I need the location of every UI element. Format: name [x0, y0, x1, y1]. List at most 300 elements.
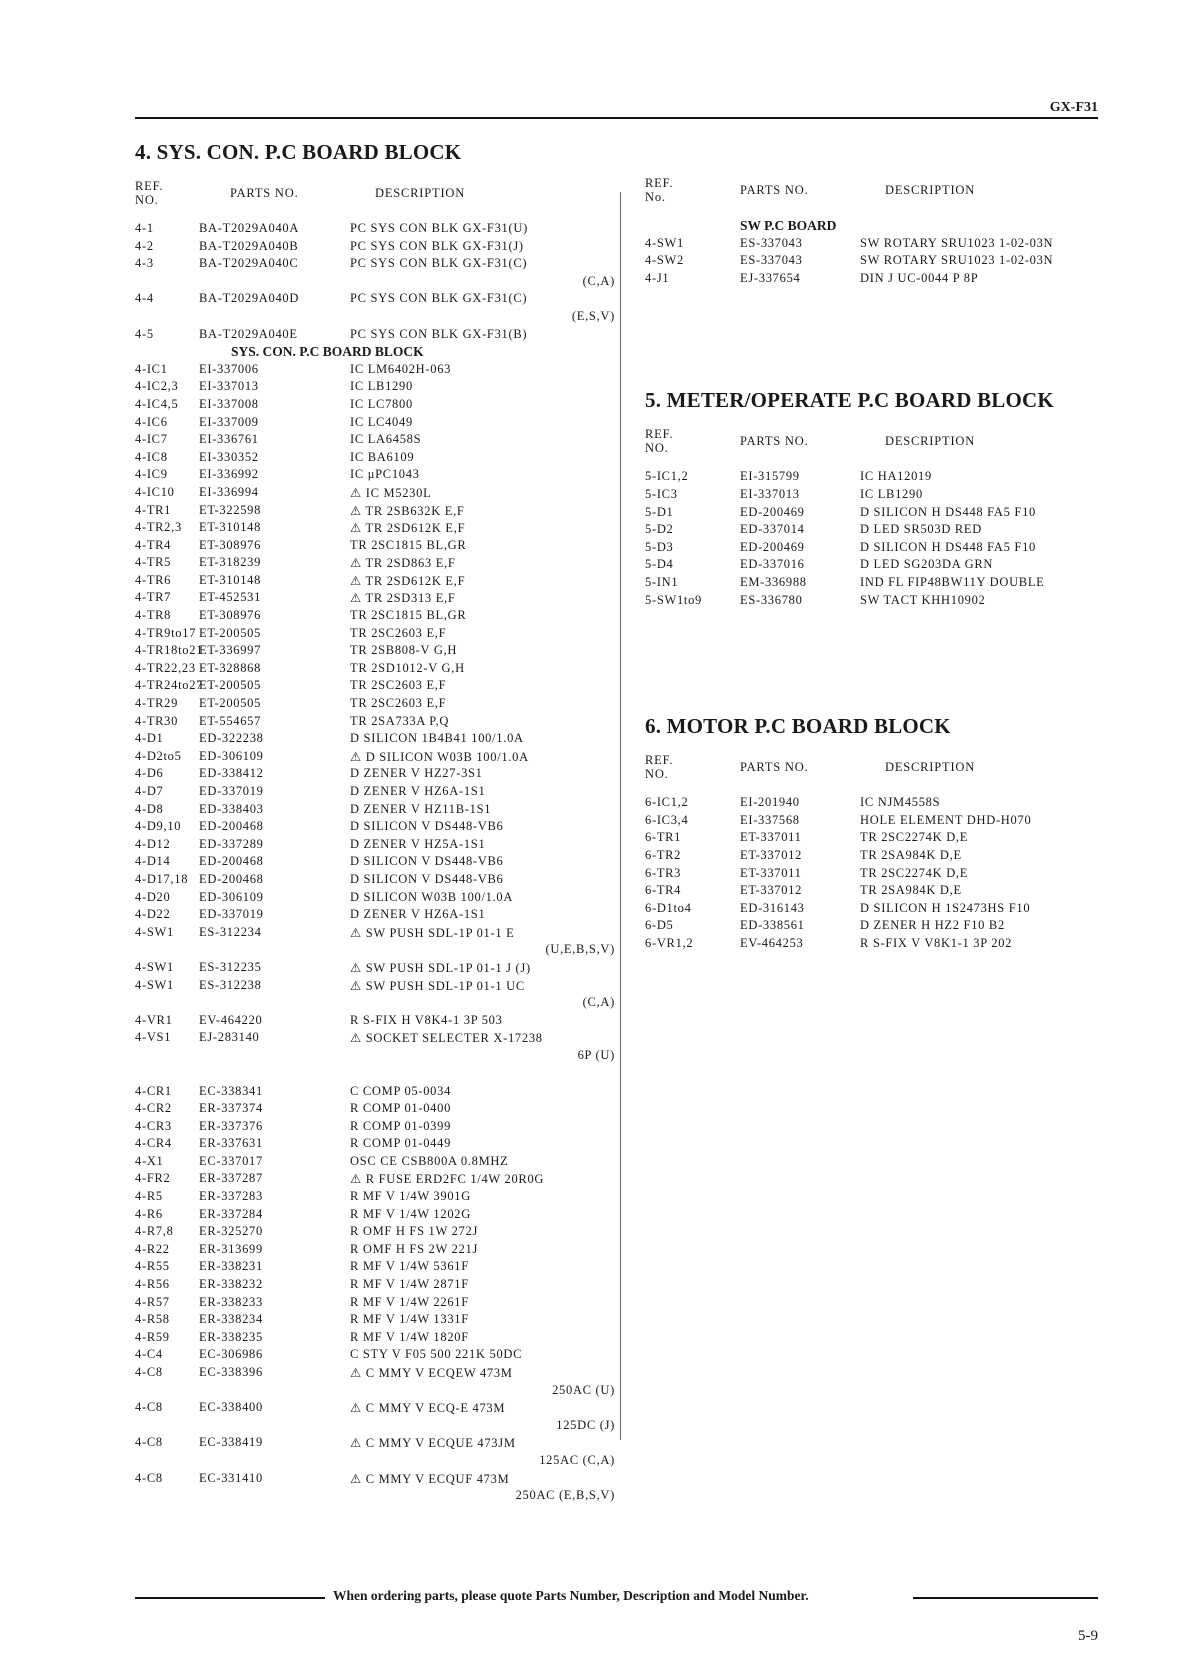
description: D ZENER V HZ6A-1S1 — [350, 784, 486, 798]
part-number: EI-336761 — [199, 432, 259, 447]
ref-no: 4-TR5 — [135, 555, 172, 570]
ref-no: 4-R56 — [135, 1277, 170, 1292]
description: C STY V F05 500 221K 50DC — [350, 1347, 523, 1362]
part-number: ER-338234 — [199, 1312, 263, 1327]
table-row — [645, 540, 1105, 558]
ref-no: 4-TR30 — [135, 713, 179, 728]
part-number: ED-338561 — [740, 918, 805, 933]
description-continuation: 250AC (U) — [552, 1382, 615, 1397]
description: ⚠ TR 2SB632K E,F — [350, 503, 465, 518]
part-number: ET-200505 — [199, 696, 262, 711]
part-number: ER-337374 — [199, 1101, 263, 1116]
table-row — [645, 236, 1105, 254]
part-number: ED-337019 — [199, 784, 264, 798]
table-row — [135, 327, 615, 345]
right-column — [645, 140, 1105, 953]
description: R MF V 1/4W 1202G — [350, 1206, 471, 1221]
table-row — [135, 1347, 615, 1365]
table-row — [645, 575, 1105, 593]
ref-no: 4-TR18to21 — [135, 643, 204, 658]
description: ⚠ TR 2SD313 E,F — [350, 591, 456, 606]
ref-no: 4-IC4,5 — [135, 396, 179, 411]
header-description: DESCRIPTION — [885, 434, 976, 449]
section-5-rows — [645, 469, 1105, 610]
part-number: ET-337012 — [740, 847, 803, 862]
description: D SILICON V DS448-VB6 — [350, 871, 504, 886]
part-number: EC-338419 — [199, 1435, 263, 1450]
ref-no: 4-D1 — [135, 731, 164, 746]
table-row — [135, 1312, 615, 1330]
description: IC LB1290 — [860, 486, 923, 501]
ref-no: 4-R22 — [135, 1241, 170, 1256]
description: TR 2SC2603 E,F — [350, 696, 447, 711]
description-continuation: (C,A) — [582, 273, 615, 288]
table-row — [645, 271, 1105, 289]
description: IC LC7800 — [350, 396, 413, 411]
ref-no: 4-TR2,3 — [135, 520, 182, 535]
description: R OMF H FS 2W 221J — [350, 1241, 479, 1256]
part-number: EI-337013 — [740, 486, 800, 501]
sys-con-subtitle: SYS. CON. P.C BOARD BLOCK — [231, 344, 424, 360]
part-number: ET-337011 — [740, 865, 802, 880]
ref-no: 4-TR1 — [135, 502, 172, 517]
table-row — [645, 505, 1105, 523]
part-number: ET-200505 — [199, 625, 262, 640]
description: ⚠ D SILICON W03B 100/1.0A — [350, 749, 529, 764]
part-number: ET-452531 — [199, 590, 262, 605]
header-description: DESCRIPTION — [885, 760, 976, 775]
ref-no: 4-4 — [135, 291, 154, 306]
part-number: ET-554657 — [199, 713, 262, 728]
ref-no: 4-IC1 — [135, 361, 168, 376]
description: ⚠ SW PUSH SDL-1P 01-1 J (J) — [350, 960, 531, 975]
description: ⚠ C MMY V ECQ-E 473M — [350, 1401, 506, 1416]
ref-no: 4-CR2 — [135, 1101, 172, 1116]
table-row — [135, 890, 615, 908]
part-number: ET-310148 — [199, 572, 262, 587]
description: R MF V 1/4W 1820F — [350, 1329, 469, 1344]
description: ⚠ C MMY V ECQUF 473M — [350, 1471, 510, 1486]
ref-no: 4-SW2 — [645, 253, 684, 268]
ref-no: 4-R5 — [135, 1189, 163, 1204]
part-number: EC-306986 — [199, 1347, 263, 1362]
description: TR 2SA984K D,E — [860, 883, 962, 898]
ref-no: 4-1 — [135, 221, 154, 235]
part-number: ES-337043 — [740, 253, 803, 268]
description: R S-FIX H V8K4-1 3P 503 — [350, 1012, 503, 1027]
table-row — [645, 487, 1105, 505]
ref-no: 4-VS1 — [135, 1030, 172, 1045]
part-number: ET-308976 — [199, 608, 262, 623]
part-number: EI-336992 — [199, 467, 259, 482]
table-row-continuation — [135, 1453, 615, 1471]
part-number: EI-201940 — [740, 795, 800, 810]
table-row — [135, 1136, 615, 1154]
table-row — [645, 848, 1105, 866]
description: R S-FIX V V8K1-1 3P 202 — [860, 935, 1013, 950]
table-row — [645, 901, 1105, 919]
ref-no: 4-IC10 — [135, 484, 175, 499]
description: TR 2SC1815 BL,GR — [350, 537, 467, 552]
description: SW ROTARY SRU1023 1-02-03N — [860, 235, 1054, 250]
ref-no: 4-R57 — [135, 1294, 170, 1309]
table-row — [135, 1013, 615, 1031]
ref-no: 4-TR22,23 — [135, 660, 196, 675]
description: D ZENER V HZ6A-1S1 — [350, 907, 486, 922]
part-number: EJ-283140 — [199, 1030, 260, 1045]
description: IC BA6109 — [350, 449, 415, 464]
table-row — [135, 239, 615, 257]
table-row — [135, 362, 615, 380]
description: ⚠ TR 2SD863 E,F — [350, 556, 456, 571]
part-number: ER-338231 — [199, 1259, 263, 1274]
part-number: EJ-337654 — [740, 270, 801, 285]
ref-no: 4-C8 — [135, 1470, 163, 1485]
left-column — [135, 140, 615, 1506]
table-row — [135, 854, 615, 872]
description: IC NJM4558S — [860, 795, 941, 810]
description: TR 2SC1815 BL,GR — [350, 608, 467, 623]
description: R MF V 1/4W 2871F — [350, 1277, 469, 1292]
ref-no: 4-VR1 — [135, 1012, 173, 1027]
section-4-passive-rows — [135, 1084, 615, 1506]
part-number: BA-T2029A040C — [199, 256, 299, 271]
description: D SILICON W03B 100/1.0A — [350, 889, 514, 904]
part-number: EM-336988 — [740, 574, 807, 589]
ref-no: 4-C8 — [135, 1365, 163, 1379]
description: TR 2SC2274K D,E — [860, 865, 969, 880]
description: D SILICON 1B4B41 100/1.0A — [350, 731, 524, 746]
table-row — [135, 1224, 615, 1242]
table-header — [645, 753, 1105, 791]
part-number: EI-336994 — [199, 484, 259, 499]
part-number: ED-316143 — [740, 900, 805, 915]
ref-no: 4-TR6 — [135, 572, 172, 587]
part-number: ET-337012 — [740, 883, 803, 898]
description: IND FL FIP48BW11Y DOUBLE — [860, 574, 1045, 589]
part-number: ED-306109 — [199, 889, 264, 904]
ref-no: 4-D6 — [135, 766, 164, 781]
part-number: EC-338396 — [199, 1365, 263, 1379]
table-row — [135, 819, 615, 837]
table-row — [135, 1471, 615, 1489]
ref-no: 6-TR1 — [645, 830, 682, 845]
description-continuation: 6P (U) — [577, 1047, 615, 1062]
ref-no: 5-D4 — [645, 557, 674, 572]
part-number: ER-338232 — [199, 1277, 263, 1292]
description: D SILICON V DS448-VB6 — [350, 854, 504, 869]
part-number: ES-336780 — [740, 592, 803, 607]
table-row — [135, 872, 615, 890]
part-number: EC-331410 — [199, 1470, 263, 1485]
section-5-title: 5. METER/OPERATE P.C BOARD BLOCK — [645, 388, 1054, 413]
table-row — [135, 1189, 615, 1207]
table-row — [135, 1295, 615, 1313]
ref-no: 4-D12 — [135, 836, 171, 851]
header-ref: REF. NO. — [645, 753, 674, 782]
part-number: EI-337008 — [199, 396, 259, 411]
ref-no: 5-D1 — [645, 504, 674, 519]
table-row — [135, 1084, 615, 1102]
table-header — [645, 427, 1105, 465]
ref-no: 4-R59 — [135, 1329, 170, 1344]
part-number: ET-322598 — [199, 502, 262, 517]
description: IC LA6458S — [350, 432, 422, 447]
ref-no: 4-D8 — [135, 801, 164, 816]
section-6-title: 6. MOTOR P.C BOARD BLOCK — [645, 714, 951, 739]
part-number: EI-337009 — [199, 414, 259, 429]
ref-no: 4-5 — [135, 326, 154, 341]
description: TR 2SC2603 E,F — [350, 678, 447, 693]
part-number: ET-200505 — [199, 678, 262, 693]
ref-no: 6-D1to4 — [645, 900, 692, 915]
table-row — [645, 883, 1105, 901]
description: R COMP 01-0399 — [350, 1118, 452, 1133]
part-number: BA-T2029A040B — [199, 238, 299, 253]
ref-no: 4-IC8 — [135, 449, 168, 464]
description: ⚠ SW PUSH SDL-1P 01-1 UC — [350, 978, 525, 993]
part-number: ED-200468 — [199, 871, 264, 886]
part-number: EI-337568 — [740, 812, 800, 827]
description-continuation: 125AC (C,A) — [539, 1452, 615, 1467]
table-row-continuation — [135, 274, 615, 292]
description: ⚠ R FUSE ERD2FC 1/4W 20R0G — [350, 1172, 545, 1187]
table-row — [135, 766, 615, 784]
table-row — [135, 802, 615, 820]
ref-no: 5-D2 — [645, 522, 674, 537]
description: TR 2SA984K D,E — [860, 847, 962, 862]
description: D SILICON H DS448 FA5 F10 — [860, 504, 1036, 519]
ref-no: 6-TR3 — [645, 865, 682, 880]
ref-no: 4-TR4 — [135, 537, 172, 552]
table-row — [135, 960, 615, 978]
page-number: 5-9 — [1078, 1628, 1098, 1644]
part-number: ED-200468 — [199, 819, 264, 834]
part-number: ED-337014 — [740, 522, 805, 537]
table-row — [135, 520, 615, 538]
ref-no: 4-FR2 — [135, 1171, 171, 1186]
table-row — [645, 813, 1105, 831]
table-row — [135, 978, 615, 996]
part-number: ER-338233 — [199, 1294, 263, 1309]
part-number: BA-T2029A040A — [199, 221, 300, 235]
description: R MF V 1/4W 1331F — [350, 1312, 469, 1327]
table-row — [135, 907, 615, 925]
part-number: EC-338400 — [199, 1400, 263, 1415]
description: SW TACT KHH10902 — [860, 592, 986, 607]
table-row — [645, 557, 1105, 575]
description-continuation: (E,S,V) — [571, 308, 615, 323]
description-continuation: 250AC (E,B,S,V) — [515, 1488, 615, 1503]
table-row — [135, 467, 615, 485]
ref-no: 4-SW1 — [135, 977, 174, 992]
ref-no: 4-D7 — [135, 784, 164, 798]
table-row — [135, 1259, 615, 1277]
ref-no: 4-CR3 — [135, 1118, 172, 1133]
part-number: ER-313699 — [199, 1241, 263, 1256]
description: D SILICON H DS448 FA5 F10 — [860, 539, 1036, 554]
header-ref: REF. No. — [645, 176, 674, 204]
table-row-continuation — [135, 309, 615, 327]
description: C COMP 05-0034 — [350, 1083, 452, 1098]
description: R MF V 1/4W 5361F — [350, 1259, 469, 1274]
part-number: ED-337016 — [740, 557, 805, 572]
top-rule — [135, 117, 1098, 119]
sw-board-rows — [645, 236, 1105, 289]
part-number: ES-312238 — [199, 977, 262, 992]
part-number: ER-325270 — [199, 1224, 263, 1239]
header-parts-no: PARTS NO. — [740, 183, 809, 197]
description: PC SYS CON BLK GX-F31(C) — [350, 256, 528, 271]
ref-no: 6-D5 — [645, 918, 674, 933]
ref-no: 4-CR4 — [135, 1136, 172, 1151]
description: R MF V 1/4W 2261F — [350, 1294, 469, 1309]
ref-no: 4-C8 — [135, 1435, 163, 1450]
part-number: ET-308976 — [199, 537, 262, 552]
table-row — [135, 1277, 615, 1295]
description: R COMP 01-0400 — [350, 1101, 452, 1116]
table-row — [135, 1030, 615, 1048]
ref-no: 4-R6 — [135, 1206, 163, 1221]
part-number: EI-337013 — [199, 379, 259, 394]
table-row — [645, 918, 1105, 936]
description: R COMP 01-0449 — [350, 1136, 452, 1151]
description: D LED SR503D RED — [860, 522, 982, 537]
table-row — [135, 397, 615, 415]
part-number: ET-337011 — [740, 830, 802, 845]
part-number: ER-337287 — [199, 1171, 263, 1186]
ref-no: 5-SW1to9 — [645, 592, 702, 607]
ref-no: 4-IC2,3 — [135, 379, 179, 394]
description: TR 2SA733A P,Q — [350, 713, 450, 728]
description: D ZENER H HZ2 F10 B2 — [860, 918, 1005, 933]
table-row — [135, 379, 615, 397]
table-row — [135, 1119, 615, 1137]
table-row — [135, 925, 615, 943]
table-row — [135, 714, 615, 732]
part-number: EI-330352 — [199, 449, 259, 464]
ref-no: 6-VR1,2 — [645, 935, 694, 950]
table-row — [645, 522, 1105, 540]
ref-no: 6-TR4 — [645, 883, 682, 898]
ref-no: 4-SW1 — [645, 235, 684, 250]
part-number: EC-338341 — [199, 1083, 263, 1098]
table-header — [135, 179, 615, 217]
ref-no: 4-SW1 — [135, 924, 174, 939]
footer-rule-right — [913, 1597, 1098, 1599]
ref-no: 5-IN1 — [645, 574, 679, 589]
ordering-note: When ordering parts, please quote Parts Number, Description and Model Number. — [333, 1588, 809, 1603]
ref-no: 4-TR8 — [135, 608, 172, 623]
table-row — [135, 643, 615, 661]
description: D LED SG203DA GRN — [860, 557, 994, 572]
model-label: GX-F31 — [1049, 100, 1098, 115]
column-divider — [620, 192, 621, 1440]
header-parts-no: PARTS NO. — [230, 186, 299, 200]
ref-no: 4-TR7 — [135, 590, 172, 605]
description: TR 2SC2603 E,F — [350, 625, 447, 640]
header-ref: REF. NO. — [645, 427, 674, 456]
description: ⚠ SW PUSH SDL-1P 01-1 E — [350, 925, 515, 940]
part-number: ER-337376 — [199, 1118, 263, 1133]
ref-no: 5-IC1,2 — [645, 469, 689, 484]
ref-no: 4-D20 — [135, 889, 171, 904]
ref-no: 4-D22 — [135, 907, 171, 922]
table-row-continuation — [135, 995, 615, 1013]
table-row — [135, 450, 615, 468]
table-row — [135, 291, 615, 309]
ref-no: 4-C8 — [135, 1400, 163, 1415]
header-description: DESCRIPTION — [885, 183, 976, 197]
ref-no: 4-IC9 — [135, 467, 168, 482]
description: D SILICON V DS448-VB6 — [350, 819, 504, 834]
table-row — [135, 1330, 615, 1348]
ref-no: 4-CR1 — [135, 1083, 172, 1098]
table-row — [135, 784, 615, 802]
ref-no: 4-SW1 — [135, 959, 174, 974]
description-continuation: (C,A) — [582, 995, 615, 1010]
description: D ZENER V HZ27-3S1 — [350, 766, 483, 781]
ref-no: 4-TR29 — [135, 696, 179, 711]
table-row-continuation — [135, 942, 615, 960]
table-row — [135, 1365, 615, 1383]
table-row-continuation — [135, 1488, 615, 1506]
table-row — [135, 485, 615, 503]
part-number: ED-338403 — [199, 801, 264, 816]
table-row — [645, 253, 1105, 271]
ref-no: 4-2 — [135, 238, 154, 253]
part-number: ER-337284 — [199, 1206, 263, 1221]
table-row — [135, 1101, 615, 1119]
ref-no: 4-X1 — [135, 1153, 164, 1168]
part-number: ED-200469 — [740, 504, 805, 519]
spacer — [645, 610, 1105, 714]
description: PC SYS CON BLK GX-F31(B) — [350, 326, 528, 341]
table-row — [135, 661, 615, 679]
description: IC HA12019 — [860, 469, 932, 484]
ref-no: 6-IC1,2 — [645, 795, 689, 810]
description: PC SYS CON BLK GX-F31(U) — [350, 221, 528, 235]
header-parts-no: PARTS NO. — [740, 434, 809, 449]
part-number: EI-315799 — [740, 469, 800, 484]
description: D SILICON H 1S2473HS F10 — [860, 900, 1031, 915]
table-row-continuation — [135, 1048, 615, 1066]
description: IC LM6402H-063 — [350, 361, 452, 376]
section-6-rows — [645, 795, 1105, 953]
description: ⚠ C MMY V ECQUE 473JM — [350, 1436, 516, 1451]
ref-no: 4-TR24to27 — [135, 678, 204, 693]
header-description: DESCRIPTION — [375, 186, 466, 200]
description: IC LC4049 — [350, 414, 413, 429]
table-row — [135, 503, 615, 521]
table-row — [135, 1154, 615, 1172]
part-number: ER-337631 — [199, 1136, 263, 1151]
ref-no: 4-R55 — [135, 1259, 170, 1274]
part-number: ED-200468 — [199, 854, 264, 869]
table-row — [135, 749, 615, 767]
ref-no: 4-IC6 — [135, 414, 168, 429]
part-number: EC-337017 — [199, 1153, 263, 1168]
ref-no: 6-TR2 — [645, 847, 682, 862]
table-row — [135, 731, 615, 749]
table-row — [135, 256, 615, 274]
table-row — [645, 830, 1105, 848]
header-parts-no: PARTS NO. — [740, 760, 809, 775]
description: DIN J UC-0044 P 8P — [860, 270, 979, 285]
description-continuation: (U,E,B,S,V) — [545, 942, 615, 957]
table-row — [135, 837, 615, 855]
part-number: EV-464220 — [199, 1012, 263, 1027]
